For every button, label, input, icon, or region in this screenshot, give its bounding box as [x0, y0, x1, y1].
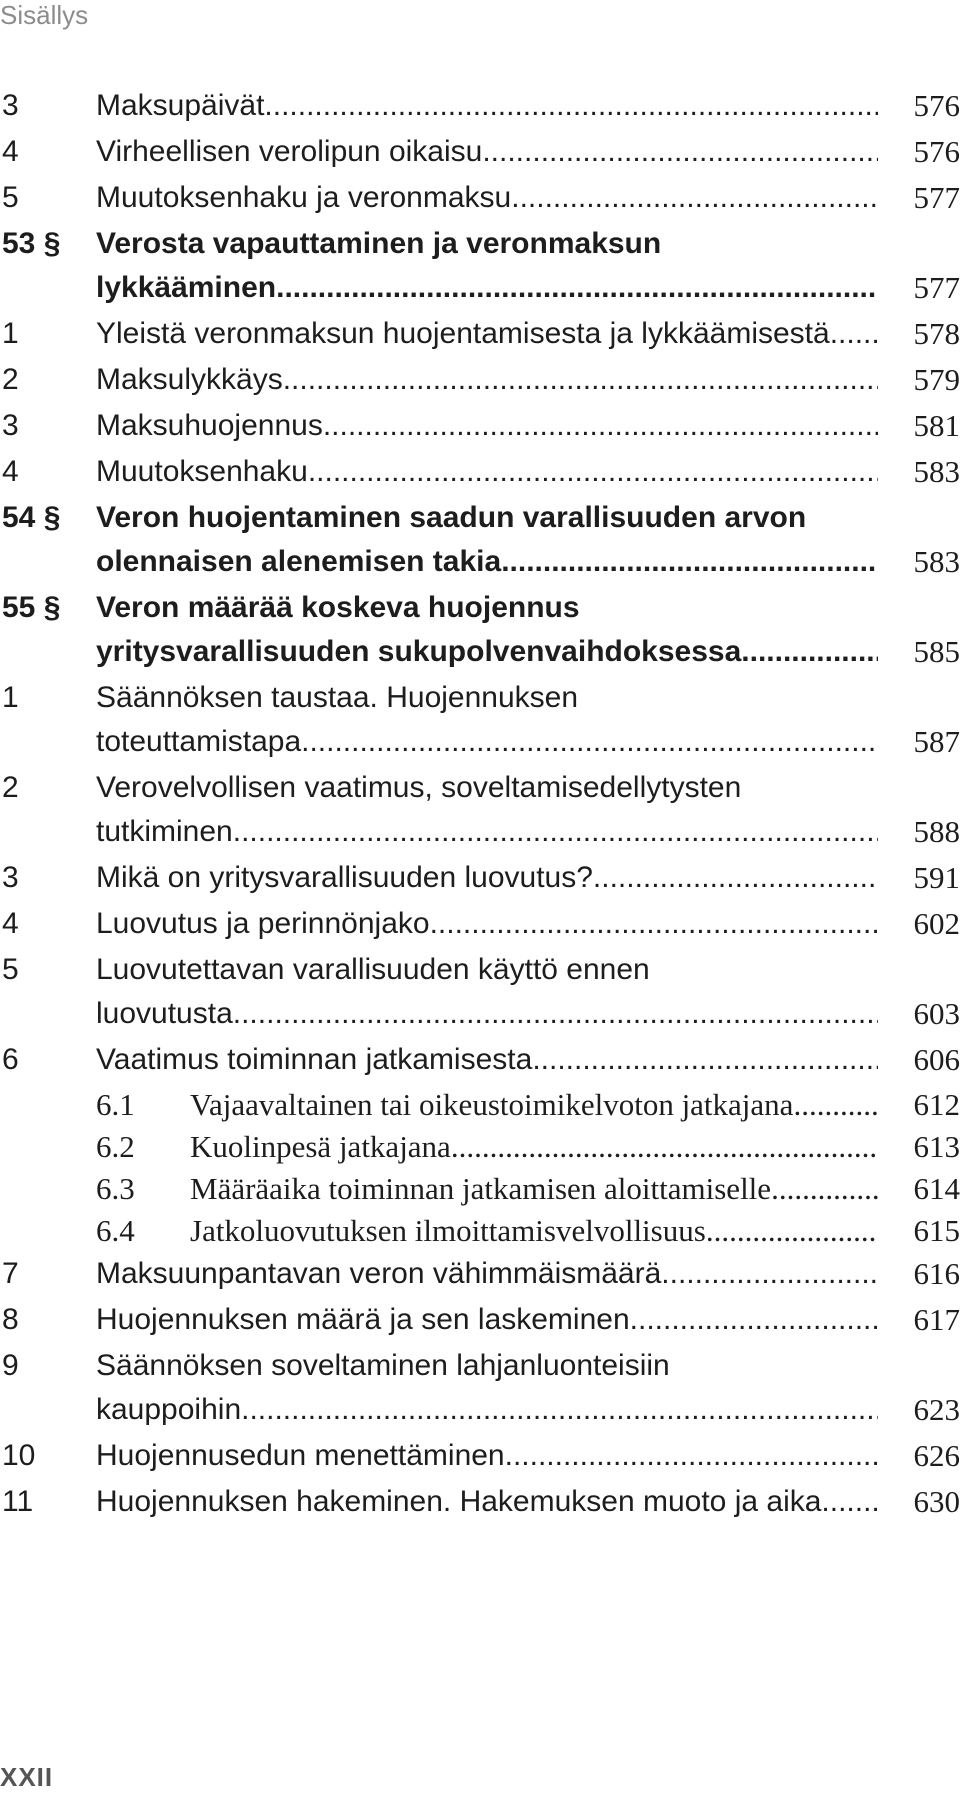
- dot-leader: [821, 1480, 878, 1524]
- toc-entry-page: 626: [913, 1438, 960, 1473]
- toc-entry-title: Maksuhuojennus: [96, 409, 323, 442]
- toc-entry[interactable]: [0, 676, 960, 764]
- toc-entry-page: 603: [913, 996, 960, 1031]
- toc-entry-page: 587: [913, 724, 960, 759]
- toc-entry-title: yritysvarallisuuden sukupolvenvaihdoksessa: [96, 635, 742, 668]
- toc-entry[interactable]: [0, 902, 960, 946]
- dot-leader: [741, 630, 878, 674]
- dot-leader: [308, 450, 878, 494]
- toc-entry-page: 591: [913, 860, 960, 895]
- toc-entry-title: Yleistä veronmaksun huojentamisesta ja lykkäämisestä: [96, 317, 830, 350]
- toc-entry[interactable]: [0, 222, 960, 310]
- toc-entry-number: 53 §: [2, 227, 61, 260]
- toc-entry-title: Huojennuksen määrä ja sen laskeminen: [96, 1303, 630, 1336]
- toc-entry-page: 585: [913, 634, 960, 669]
- toc-entry[interactable]: [0, 766, 960, 854]
- toc-entry-number: 6.4: [96, 1213, 135, 1248]
- dot-leader: [301, 720, 878, 764]
- dot-leader: [233, 992, 878, 1036]
- toc-entry-page: 623: [913, 1392, 960, 1427]
- toc-entry-page: 617: [913, 1302, 960, 1337]
- toc-entry-number: 4: [2, 907, 19, 940]
- toc-entry-title: Maksuunpantavan veron vähimmäismäärä: [96, 1257, 662, 1290]
- toc-entry-page: 579: [913, 362, 960, 397]
- toc-entry-title: Mikä on yritysvarallisuuden luovutus?: [96, 861, 593, 894]
- toc-entry-page: 583: [913, 544, 960, 579]
- dot-leader: [771, 1168, 878, 1210]
- toc-entry[interactable]: [0, 404, 960, 448]
- toc-entry-number: 2: [2, 771, 19, 804]
- dot-leader: [630, 1298, 878, 1342]
- toc-entry-page: 606: [913, 1042, 960, 1077]
- toc-entry-page: 577: [913, 270, 960, 305]
- toc-entry[interactable]: [0, 1168, 960, 1210]
- toc-entry-title: Virheellisen verolipun oikaisu: [96, 135, 483, 168]
- toc-entry-page: 577: [913, 180, 960, 215]
- toc-entry[interactable]: [0, 1210, 960, 1252]
- toc-entry-page: 612: [913, 1087, 960, 1122]
- dot-leader: [706, 1210, 878, 1252]
- toc-entry-title: Maksupäivät: [96, 89, 265, 122]
- toc-entry[interactable]: [0, 312, 960, 356]
- toc-entry-number: 2: [2, 363, 19, 396]
- toc-entry-title: Säännöksen soveltaminen lahjanluonteisiin: [96, 1349, 670, 1382]
- toc-entry-title: Määräaika toiminnan jatkamisen aloittamiselle: [190, 1171, 772, 1206]
- dot-leader: [793, 1084, 878, 1126]
- toc-entry[interactable]: [0, 1298, 960, 1342]
- toc-entry-number: 3: [2, 89, 19, 122]
- toc-entry-title: Säännöksen taustaa. Huojennuksen: [96, 681, 579, 714]
- dot-leader: [276, 266, 878, 310]
- toc-entry-number: 10: [2, 1439, 36, 1472]
- toc-entry-page: 615: [913, 1213, 960, 1248]
- toc-entry[interactable]: [0, 586, 960, 674]
- toc-entry-number: 6.1: [96, 1087, 135, 1122]
- toc-entry-title: Verovelvollisen vaatimus, soveltamisedellytysten: [96, 771, 742, 804]
- toc-entry-title: Muutoksenhaku: [96, 455, 308, 488]
- toc-entry-title: Veron huojentaminen saadun varallisuuden arvon: [96, 501, 807, 534]
- toc-entry-title: Vaatimus toiminnan jatkamisesta: [96, 1043, 533, 1076]
- toc-entry[interactable]: [0, 1480, 960, 1524]
- toc-entry-page: 613: [913, 1129, 960, 1164]
- toc-entry-number: 3: [2, 861, 19, 894]
- toc-entry-title: olennaisen alenemisen takia: [96, 545, 502, 578]
- dot-leader: [830, 312, 878, 356]
- dot-leader: [283, 358, 878, 402]
- toc-entry-number: 6.3: [96, 1171, 135, 1206]
- dot-leader: [323, 404, 878, 448]
- dot-leader: [482, 130, 878, 174]
- toc-entry-page: 588: [913, 814, 960, 849]
- toc-entry-title: Kuolinpesä jatkajana: [190, 1129, 451, 1164]
- toc-entry-page: 616: [913, 1256, 960, 1291]
- toc-entry-number: 6.2: [96, 1129, 135, 1164]
- toc-entry-number: 6: [2, 1043, 19, 1076]
- toc-entry-number: 8: [2, 1303, 19, 1336]
- toc-entry-page: 583: [913, 454, 960, 489]
- toc-entry-page: 578: [913, 316, 960, 351]
- toc-entry-page: 614: [913, 1171, 960, 1206]
- toc-entry-page: 630: [913, 1484, 960, 1519]
- toc-entry-number: 4: [2, 135, 19, 168]
- dot-leader: [451, 1126, 878, 1168]
- toc-entry-title: Veron määrää koskeva huojennus: [96, 591, 580, 624]
- toc-entry[interactable]: [0, 496, 960, 584]
- toc-entry-number: 5: [2, 181, 19, 214]
- toc-entry[interactable]: [0, 1038, 960, 1082]
- toc-entry-title: Luovutus ja perinnönjako: [96, 907, 430, 940]
- toc-entry[interactable]: [0, 84, 960, 128]
- toc-entry-page: 602: [913, 906, 960, 941]
- toc-entry-title: Verosta vapauttaminen ja veronmaksun: [96, 227, 662, 260]
- toc-entry[interactable]: [0, 1126, 960, 1168]
- dot-leader: [532, 1038, 878, 1082]
- dot-leader: [511, 176, 878, 220]
- toc-entry-number: 1: [2, 681, 19, 714]
- toc-entry-title: luovutusta: [96, 997, 233, 1030]
- toc-entry-title: Muutoksenhaku ja veronmaksu: [96, 181, 512, 214]
- dot-leader: [233, 810, 878, 854]
- toc-entry-title: Luovutettavan varallisuuden käyttö ennen: [96, 953, 650, 986]
- dot-leader: [430, 902, 878, 946]
- dot-leader: [593, 856, 878, 900]
- toc-entry-page: 576: [913, 134, 960, 169]
- dot-leader: [264, 84, 878, 128]
- table-of-contents: [0, 84, 960, 1526]
- page-number-footer: XXII: [0, 1762, 54, 1792]
- dot-leader: [661, 1252, 878, 1296]
- toc-entry-number: 54 §: [2, 501, 61, 534]
- toc-entry[interactable]: [0, 1084, 960, 1126]
- toc-entry-number: 3: [2, 409, 19, 442]
- toc-entry[interactable]: [0, 358, 960, 402]
- running-header: Sisällys: [0, 0, 89, 30]
- dot-leader: [241, 1388, 878, 1432]
- toc-entry-title: Vajaavaltainen tai oikeustoimikelvoton jatkajana: [190, 1087, 794, 1122]
- toc-entry-number: 11: [2, 1485, 34, 1518]
- toc-entry-title: toteuttamistapa: [96, 725, 302, 758]
- toc-entry-number: 4: [2, 455, 19, 488]
- toc-entry-title: Huojennusedun menettäminen: [96, 1439, 505, 1472]
- toc-entry[interactable]: [0, 1252, 960, 1296]
- toc-entry[interactable]: [0, 856, 960, 900]
- toc-entry[interactable]: [0, 130, 960, 174]
- toc-entry-number: 5: [2, 953, 19, 986]
- toc-entry-number: 7: [2, 1257, 19, 1290]
- toc-entry[interactable]: [0, 948, 960, 1036]
- toc-entry-title: tutkiminen: [96, 815, 233, 848]
- toc-entry[interactable]: [0, 1434, 960, 1478]
- toc-entry-page: 581: [913, 408, 960, 443]
- toc-entry-number: 1: [2, 317, 19, 350]
- toc-entry[interactable]: [0, 450, 960, 494]
- toc-entry-title: Maksulykkäys: [96, 363, 283, 396]
- toc-entry-title: kauppoihin: [96, 1393, 242, 1426]
- toc-entry[interactable]: [0, 176, 960, 220]
- dot-leader: [501, 540, 878, 584]
- dot-leader: [505, 1434, 878, 1478]
- toc-entry-title: Jatkoluovutuksen ilmoittamisvelvollisuus: [190, 1213, 706, 1248]
- toc-entry-title: Huojennuksen hakeminen. Hakemuksen muoto ja aika: [96, 1485, 822, 1518]
- toc-entry[interactable]: [0, 1344, 960, 1432]
- toc-entry-number: 55 §: [2, 591, 61, 624]
- toc-entry-title: lykkääminen: [96, 271, 277, 304]
- toc-entry-page: 576: [913, 88, 960, 123]
- toc-entry-number: 9: [2, 1349, 19, 1382]
